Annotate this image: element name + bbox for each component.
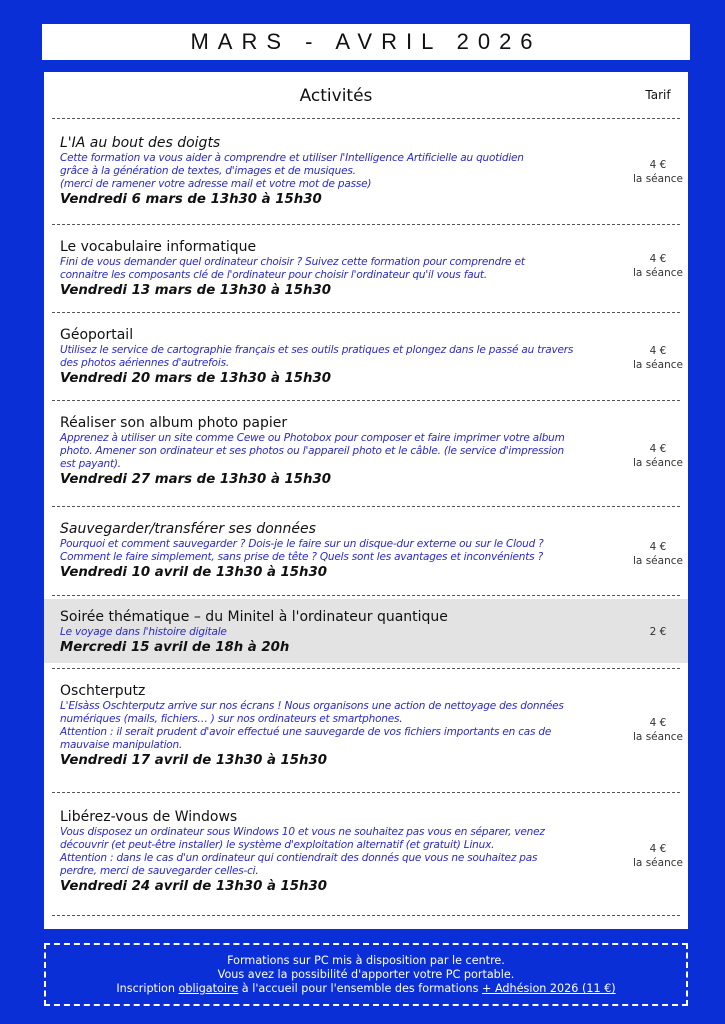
column-header-tarif: Tarif [645, 88, 671, 102]
description-line: numériques (mails, fichiers… ) sur nos ordinateurs et smartphones. [60, 713, 403, 725]
footer-emphasis-mandatory: obligatoire [178, 982, 239, 995]
price-value: 4 € [649, 253, 667, 265]
description-line: Vous disposez un ordinateur sous Windows 10 et vous ne souhaitez pas vous en séparer, venez [60, 826, 545, 838]
footer-line: Formations sur PC mis à disposition par le centre. [227, 954, 505, 967]
description-line: Comment le faire simplement, sans prise de tête ? Quels sont les avantages et inconvénients ? [60, 551, 543, 563]
activity-description [60, 826, 616, 878]
divider [52, 506, 680, 507]
description-line: perdre, merci de sauvegarder celles-ci. [60, 865, 259, 877]
activity-price [628, 625, 688, 639]
activity-title: L'IA au bout des doigts [60, 135, 221, 151]
description-line: Fini de vous demander quel ordinateur choisir ? Suivez cette formation pour comprendre et [60, 256, 525, 268]
activity-description [60, 700, 616, 752]
activity-row [44, 672, 688, 788]
price-value: 4 € [649, 717, 667, 729]
activity-row [44, 316, 688, 396]
description-line: photo. Amener son ordinateur et ses photos ou l'appareil photo et le câble. (le service d'impression [60, 445, 564, 457]
description-line: grâce à la génération de textes, d'images et de musiques. [60, 165, 356, 177]
description-line: des photos aériennes d'autrefois. [60, 357, 229, 369]
description-line: est payant). [60, 458, 121, 470]
activity-date: Vendredi 6 mars de 13h30 à 15h30 [60, 192, 322, 207]
activity-description [60, 626, 616, 639]
price-value: 2 € [649, 626, 667, 638]
activity-title: Libérez-vous de Windows [60, 809, 238, 825]
activity-price [628, 158, 688, 186]
activity-row [44, 404, 688, 500]
price-unit: la séance [633, 857, 683, 869]
activity-price [628, 252, 688, 280]
description-line: découvrir (et peut-être installer) le système d'exploitation alternatif (et gratuit) Linux. [60, 839, 495, 851]
description-line: Cette formation va vous aider à comprendre et utiliser l'Intelligence Artificielle au quotidien [60, 152, 524, 164]
divider [52, 312, 680, 313]
activity-price [628, 842, 688, 870]
activity-date: Vendredi 24 avril de 13h30 à 15h30 [60, 879, 328, 894]
activity-title: Géoportail [60, 327, 134, 343]
activity-row [44, 128, 688, 222]
price-unit: la séance [633, 731, 683, 743]
activity-title: Sauvegarder/transférer ses données [60, 521, 316, 537]
activity-description [60, 538, 616, 564]
description-line: Pourquoi et comment sauvegarder ? Dois-je le faire sur un disque-dur externe ou sur le Cloud ? [60, 538, 544, 550]
activity-date: Vendredi 20 mars de 13h30 à 15h30 [60, 371, 332, 386]
price-unit: la séance [633, 359, 683, 371]
activity-price [628, 716, 688, 744]
activity-description [60, 152, 616, 191]
activity-description [60, 432, 616, 471]
activity-date: Mercredi 15 avril de 18h à 20h [60, 640, 290, 655]
price-value: 4 € [649, 159, 667, 171]
divider [52, 224, 680, 225]
description-line: Apprenez à utiliser un site comme Cewe ou Photobox pour composer et faire imprimer votre album [60, 432, 565, 444]
activity-row [44, 796, 688, 910]
footer-line: Vous avez la possibilité d'apporter votre PC portable. [217, 968, 515, 981]
activity-price [628, 344, 688, 372]
activity-description [60, 256, 616, 282]
activity-description [60, 344, 616, 370]
price-value: 4 € [649, 345, 667, 357]
activity-row [44, 510, 688, 590]
divider [52, 915, 680, 916]
description-line: Attention : dans le cas d'un ordinateur qui contiendrait des donnés que vous ne souhaitez pas [60, 852, 538, 864]
price-value: 4 € [649, 443, 667, 455]
footer-text: Inscription [116, 982, 179, 995]
footer-line [46, 982, 686, 996]
price-unit: la séance [633, 555, 683, 567]
price-value: 4 € [649, 843, 667, 855]
description-line: mauvaise manipulation. [60, 739, 183, 751]
price-unit: la séance [633, 267, 683, 279]
description-line: connaitre les composants clé de l'ordinateur pour choisir l'ordinateur qu'il vous faut. [60, 269, 487, 281]
description-line: Attention : il serait prudent d'avoir effectué une sauvegarde de vos fichiers importants en cas de [60, 726, 552, 738]
description-line: L'Elsàss Oschterputz arrive sur nos écrans ! Nous organisons une action de nettoyage des données [60, 700, 564, 712]
activity-price [628, 442, 688, 470]
page-title: MARS - AVRIL 2026 [42, 24, 690, 60]
activity-title: Réaliser son album photo papier [60, 415, 288, 431]
divider [52, 118, 680, 119]
activity-date: Vendredi 10 avril de 13h30 à 15h30 [60, 565, 328, 580]
activity-price [628, 540, 688, 568]
column-header-activities: Activités [299, 86, 373, 106]
price-unit: la séance [633, 173, 683, 185]
divider [52, 668, 680, 669]
divider [52, 792, 680, 793]
activity-date: Vendredi 27 mars de 13h30 à 15h30 [60, 472, 332, 487]
activity-title: Le vocabulaire informatique [60, 239, 257, 255]
activity-date: Vendredi 17 avril de 13h30 à 15h30 [60, 753, 328, 768]
activities-table [44, 72, 688, 929]
activity-row-highlighted [44, 599, 688, 663]
price-value: 4 € [649, 541, 667, 553]
activity-title: Soirée thématique – du Minitel à l'ordinateur quantique [60, 609, 448, 625]
activity-row [44, 228, 688, 308]
price-unit: la séance [633, 457, 683, 469]
footer-text: à l'accueil pour l'ensemble des formations [238, 982, 483, 995]
activity-title: Oschterputz [60, 683, 146, 699]
description-line: Utilisez le service de cartographie français et ses outils pratiques et plongez dans le passé au travers [60, 344, 574, 356]
description-line: (merci de ramener votre adresse mail et votre mot de passe) [60, 178, 372, 190]
divider [52, 400, 680, 401]
activity-date: Vendredi 13 mars de 13h30 à 15h30 [60, 283, 332, 298]
footer-emphasis-membership: + Adhésion 2026 (11 €) [482, 982, 616, 995]
info-footer [44, 943, 688, 1006]
description-line: Le voyage dans l'histoire digitale [60, 626, 227, 638]
divider [52, 595, 680, 596]
